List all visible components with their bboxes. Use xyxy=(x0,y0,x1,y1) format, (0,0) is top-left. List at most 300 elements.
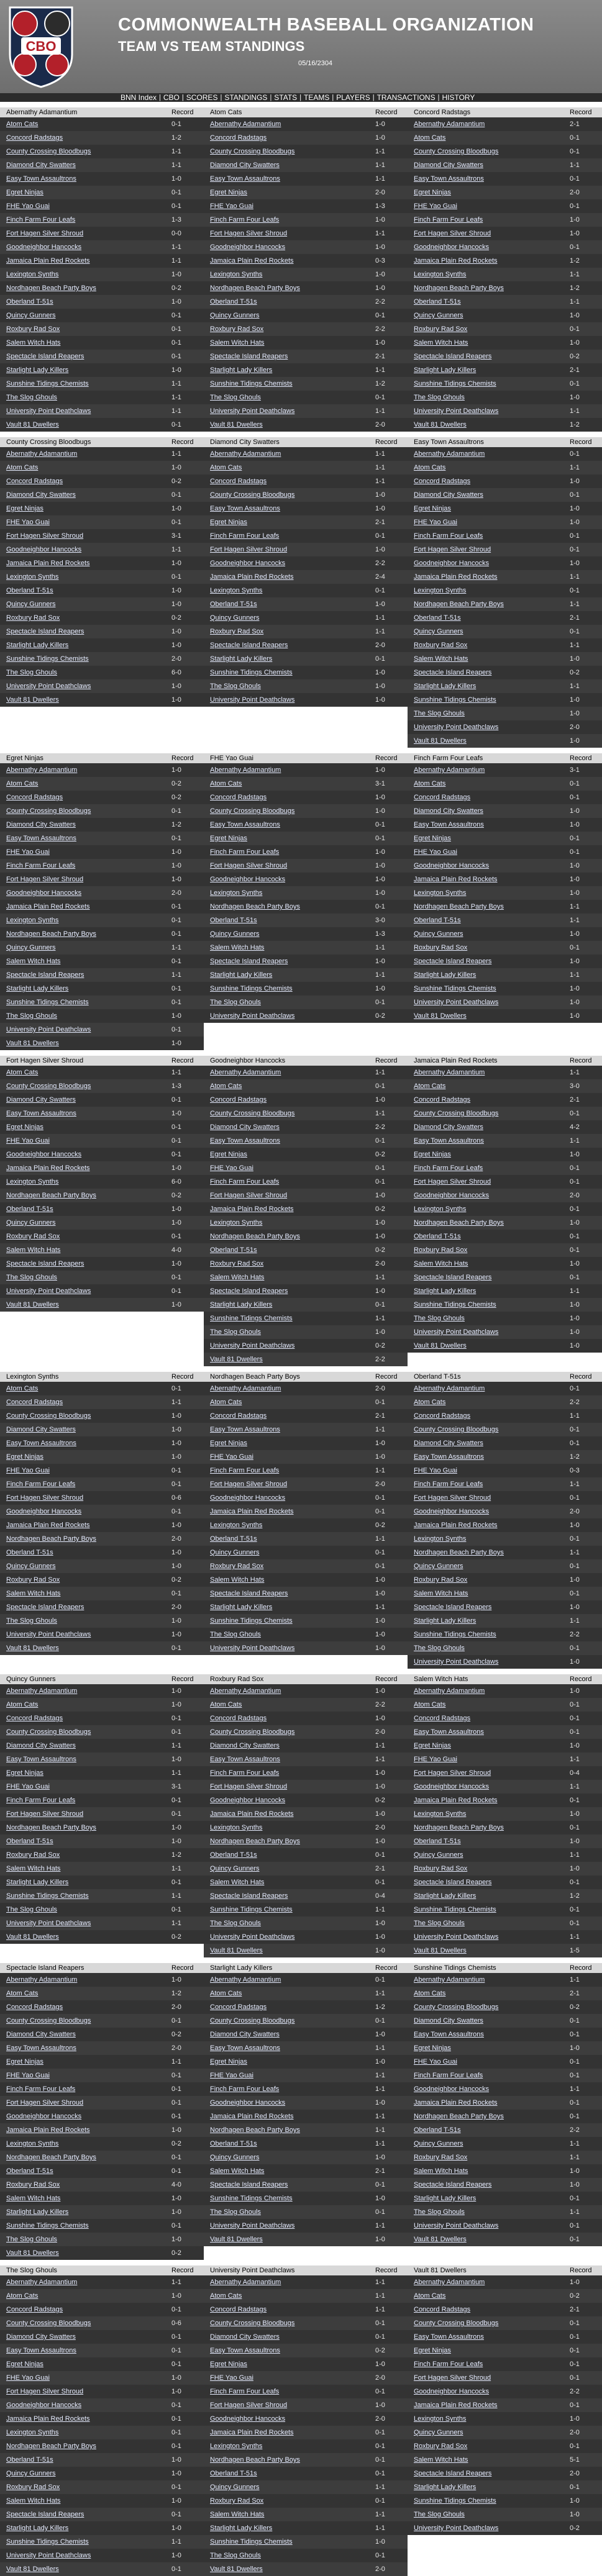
opponent-link[interactable]: Sunshine Tidings Chemists xyxy=(414,1301,496,1308)
opponent-link[interactable]: Starlight Lady Killers xyxy=(414,1617,477,1625)
opponent-link[interactable]: Starlight Lady Killers xyxy=(6,642,69,649)
opponent-link[interactable]: Sunshine Tidings Chemists xyxy=(414,985,496,992)
opponent-link[interactable]: FHE Yao Guai xyxy=(6,1783,50,1790)
opponent-link[interactable]: Atom Cats xyxy=(210,1701,242,1708)
opponent-link[interactable]: County Crossing Bloodbugs xyxy=(6,1728,91,1736)
opponent-link[interactable]: Atom Cats xyxy=(414,1701,446,1708)
opponent-link[interactable]: Abernathy Adamantium xyxy=(414,1385,485,1392)
opponent-link[interactable]: Lexington Synths xyxy=(6,271,59,278)
opponent-link[interactable]: Diamond City Swatters xyxy=(6,491,76,499)
opponent-link[interactable]: Concord Radstags xyxy=(414,2306,471,2313)
opponent-link[interactable]: Quincy Gunners xyxy=(210,1865,260,1872)
opponent-link[interactable]: Egret Ninjas xyxy=(6,1453,43,1461)
opponent-link[interactable]: Goodneighbor Hancocks xyxy=(6,2401,82,2409)
opponent-link[interactable]: Quincy Gunners xyxy=(210,312,260,319)
opponent-link[interactable]: Starlight Lady Killers xyxy=(414,2483,477,2491)
opponent-link[interactable]: Concord Radstags xyxy=(414,794,471,801)
opponent-link[interactable]: Abernathy Adamantium xyxy=(414,1687,485,1695)
opponent-link[interactable]: Egret Ninjas xyxy=(6,2361,43,2368)
opponent-link[interactable]: Finch Farm Four Leafs xyxy=(414,2361,483,2368)
opponent-link[interactable]: Lexington Synths xyxy=(210,1219,263,1227)
opponent-link[interactable]: Salem Witch Hats xyxy=(414,2167,468,2175)
opponent-link[interactable]: Finch Farm Four Leafs xyxy=(6,1481,76,1488)
opponent-link[interactable]: Goodneighbor Hancocks xyxy=(210,876,286,883)
opponent-link[interactable]: Starlight Lady Killers xyxy=(6,985,69,992)
opponent-link[interactable]: Spectacle Island Reapers xyxy=(414,2470,492,2477)
opponent-link[interactable]: Salem Witch Hats xyxy=(6,1865,61,1872)
opponent-link[interactable]: Sunshine Tidings Chemists xyxy=(210,380,293,388)
opponent-link[interactable]: Vault 81 Dwellers xyxy=(414,2236,467,2243)
opponent-link[interactable]: Easy Town Assaultrons xyxy=(6,175,76,183)
opponent-link[interactable]: Egret Ninjas xyxy=(414,2044,451,2052)
opponent-link[interactable]: University Point Deathclaws xyxy=(6,683,91,690)
opponent-link[interactable]: Salem Witch Hats xyxy=(210,1879,265,1886)
opponent-link[interactable]: FHE Yao Guai xyxy=(210,2374,253,2382)
opponent-link[interactable]: Spectacle Island Reapers xyxy=(414,353,492,360)
opponent-link[interactable]: Oberland T-51s xyxy=(6,2167,53,2175)
opponent-link[interactable]: Vault 81 Dwellers xyxy=(6,1644,59,1652)
opponent-link[interactable]: The Slog Ghouls xyxy=(210,1328,261,1336)
opponent-link[interactable]: Atom Cats xyxy=(414,2292,446,2300)
opponent-link[interactable]: Atom Cats xyxy=(414,464,446,471)
nav-link-history[interactable]: HISTORY xyxy=(442,93,475,102)
opponent-link[interactable]: Easy Town Assaultrons xyxy=(210,2347,280,2354)
opponent-link[interactable]: County Crossing Bloodbugs xyxy=(6,1412,91,1420)
opponent-link[interactable]: Quincy Gunners xyxy=(414,628,463,635)
nav-link-scores[interactable]: SCORES xyxy=(186,93,218,102)
opponent-link[interactable]: Finch Farm Four Leafs xyxy=(6,862,76,869)
opponent-link[interactable]: Goodneighbor Hancocks xyxy=(210,243,286,251)
opponent-link[interactable]: Atom Cats xyxy=(414,1082,446,1090)
opponent-link[interactable]: Salem Witch Hats xyxy=(414,339,468,347)
opponent-link[interactable]: Diamond City Swatters xyxy=(210,2333,280,2341)
opponent-link[interactable]: Easy Town Assaultrons xyxy=(414,821,484,828)
opponent-link[interactable]: Nordhagen Beach Party Boys xyxy=(6,1192,96,1199)
opponent-link[interactable]: Quincy Gunners xyxy=(6,2470,56,2477)
opponent-link[interactable]: Diamond City Swatters xyxy=(6,1742,76,1749)
opponent-link[interactable]: University Point Deathclaws xyxy=(6,1631,91,1638)
opponent-link[interactable]: The Slog Ghouls xyxy=(6,394,57,401)
opponent-link[interactable]: Lexington Synths xyxy=(210,1522,263,1529)
opponent-link[interactable]: Quincy Gunners xyxy=(210,1549,260,1556)
opponent-link[interactable]: Egret Ninjas xyxy=(210,1151,247,1158)
opponent-link[interactable]: Atom Cats xyxy=(210,464,242,471)
opponent-link[interactable]: Roxbury Rad Sox xyxy=(6,1851,60,1859)
opponent-link[interactable]: University Point Deathclaws xyxy=(210,1342,295,1349)
opponent-link[interactable]: Abernathy Adamantium xyxy=(210,1385,281,1392)
opponent-link[interactable]: Vault 81 Dwellers xyxy=(414,1947,467,1954)
opponent-link[interactable]: Atom Cats xyxy=(6,1385,39,1392)
opponent-link[interactable]: Fort Hagen Silver Shroud xyxy=(210,1481,288,1488)
opponent-link[interactable]: Fort Hagen Silver Shroud xyxy=(6,532,84,540)
opponent-link[interactable]: Lexington Synths xyxy=(414,1205,467,1213)
opponent-link[interactable]: Diamond City Swatters xyxy=(414,161,483,169)
opponent-link[interactable]: Easy Town Assaultrons xyxy=(414,1453,484,1461)
opponent-link[interactable]: Diamond City Swatters xyxy=(210,1742,280,1749)
opponent-link[interactable]: Nordhagen Beach Party Boys xyxy=(6,930,96,938)
opponent-link[interactable]: University Point Deathclaws xyxy=(210,1012,295,1020)
opponent-link[interactable]: The Slog Ghouls xyxy=(210,683,261,690)
opponent-link[interactable]: Lexington Synths xyxy=(414,1810,467,1818)
opponent-link[interactable]: Fort Hagen Silver Shroud xyxy=(414,2374,491,2382)
opponent-link[interactable]: Oberland T-51s xyxy=(414,1233,461,1240)
opponent-link[interactable]: Fort Hagen Silver Shroud xyxy=(6,1494,84,1502)
opponent-link[interactable]: Oberland T-51s xyxy=(414,298,461,306)
opponent-link[interactable]: Finch Farm Four Leafs xyxy=(210,216,280,224)
opponent-link[interactable]: Atom Cats xyxy=(210,1082,242,1090)
opponent-link[interactable]: Quincy Gunners xyxy=(210,614,260,622)
opponent-link[interactable]: Goodneighbor Hancocks xyxy=(414,1508,490,1515)
opponent-link[interactable]: University Point Deathclaws xyxy=(6,2552,91,2559)
opponent-link[interactable]: County Crossing Bloodbugs xyxy=(210,148,295,155)
opponent-link[interactable]: Concord Radstags xyxy=(210,1096,267,1104)
opponent-link[interactable]: FHE Yao Guai xyxy=(210,1453,253,1461)
opponent-link[interactable]: Atom Cats xyxy=(6,780,39,787)
opponent-link[interactable]: Easy Town Assaultrons xyxy=(210,175,280,183)
opponent-link[interactable]: Quincy Gunners xyxy=(210,930,260,938)
opponent-link[interactable]: Finch Farm Four Leafs xyxy=(210,1467,280,1474)
opponent-link[interactable]: Vault 81 Dwellers xyxy=(414,1012,467,1020)
opponent-link[interactable]: University Point Deathclaws xyxy=(414,1328,499,1336)
opponent-link[interactable]: Nordhagen Beach Party Boys xyxy=(414,1219,504,1227)
opponent-link[interactable]: Roxbury Rad Sox xyxy=(6,2181,60,2188)
opponent-link[interactable]: Egret Ninjas xyxy=(6,2058,43,2066)
opponent-link[interactable]: Concord Radstags xyxy=(414,1715,471,1722)
opponent-link[interactable]: Fort Hagen Silver Shroud xyxy=(414,1178,491,1186)
opponent-link[interactable]: Diamond City Swatters xyxy=(210,2031,280,2038)
opponent-link[interactable]: Nordhagen Beach Party Boys xyxy=(6,2154,96,2161)
opponent-link[interactable]: Starlight Lady Killers xyxy=(414,1892,477,1900)
opponent-link[interactable]: FHE Yao Guai xyxy=(6,202,50,210)
opponent-link[interactable]: Oberland T-51s xyxy=(210,298,257,306)
opponent-link[interactable]: University Point Deathclaws xyxy=(210,407,295,415)
opponent-link[interactable]: Jamaica Plain Red Rockets xyxy=(414,876,498,883)
opponent-link[interactable]: Diamond City Swatters xyxy=(414,2017,483,2025)
opponent-link[interactable]: Vault 81 Dwellers xyxy=(6,696,59,704)
opponent-link[interactable]: Nordhagen Beach Party Boys xyxy=(414,1549,504,1556)
opponent-link[interactable]: Vault 81 Dwellers xyxy=(6,1933,59,1941)
opponent-link[interactable]: Concord Radstags xyxy=(210,1412,267,1420)
opponent-link[interactable]: Vault 81 Dwellers xyxy=(210,1356,263,1363)
opponent-link[interactable]: Abernathy Adamantium xyxy=(414,1976,485,1984)
opponent-link[interactable]: Spectacle Island Reapers xyxy=(210,2181,288,2188)
opponent-link[interactable]: Fort Hagen Silver Shroud xyxy=(210,546,288,553)
opponent-link[interactable]: Quincy Gunners xyxy=(6,601,56,608)
opponent-link[interactable]: The Slog Ghouls xyxy=(414,394,465,401)
opponent-link[interactable]: Egret Ninjas xyxy=(414,189,451,196)
opponent-link[interactable]: Quincy Gunners xyxy=(6,1562,56,1570)
opponent-link[interactable]: Egret Ninjas xyxy=(6,189,43,196)
opponent-link[interactable]: Nordhagen Beach Party Boys xyxy=(210,2126,300,2134)
opponent-link[interactable]: Goodneighbor Hancocks xyxy=(414,1192,490,1199)
opponent-link[interactable]: Atom Cats xyxy=(210,1399,242,1406)
opponent-link[interactable]: Oberland T-51s xyxy=(210,917,257,924)
opponent-link[interactable]: Quincy Gunners xyxy=(414,1562,463,1570)
opponent-link[interactable]: Starlight Lady Killers xyxy=(210,1603,273,1611)
opponent-link[interactable]: Concord Radstags xyxy=(210,2306,267,2313)
opponent-link[interactable]: Atom Cats xyxy=(6,1701,39,1708)
opponent-link[interactable]: Easy Town Assaultrons xyxy=(6,1440,76,1447)
opponent-link[interactable]: Lexington Synths xyxy=(6,573,59,581)
opponent-link[interactable]: University Point Deathclaws xyxy=(210,696,295,704)
opponent-link[interactable]: Easy Town Assaultrons xyxy=(210,1137,280,1145)
opponent-link[interactable]: FHE Yao Guai xyxy=(414,848,457,856)
opponent-link[interactable]: Jamaica Plain Red Rockets xyxy=(210,573,294,581)
opponent-link[interactable]: Diamond City Swatters xyxy=(414,491,483,499)
opponent-link[interactable]: Sunshine Tidings Chemists xyxy=(414,380,496,388)
opponent-link[interactable]: Nordhagen Beach Party Boys xyxy=(414,1824,504,1831)
opponent-link[interactable]: Salem Witch Hats xyxy=(6,958,61,965)
opponent-link[interactable]: Fort Hagen Silver Shroud xyxy=(210,1192,288,1199)
opponent-link[interactable]: Diamond City Swatters xyxy=(6,161,76,169)
opponent-link[interactable]: Sunshine Tidings Chemists xyxy=(210,1617,293,1625)
opponent-link[interactable]: Goodneighbor Hancocks xyxy=(414,862,490,869)
opponent-link[interactable]: Fort Hagen Silver Shroud xyxy=(6,230,84,237)
opponent-link[interactable]: Egret Ninjas xyxy=(414,2347,451,2354)
opponent-link[interactable]: Atom Cats xyxy=(6,2292,39,2300)
opponent-link[interactable]: Spectacle Island Reapers xyxy=(6,971,84,979)
opponent-link[interactable]: Sunshine Tidings Chemists xyxy=(414,1631,496,1638)
opponent-link[interactable]: Fort Hagen Silver Shroud xyxy=(210,230,288,237)
opponent-link[interactable]: Jamaica Plain Red Rockets xyxy=(6,257,90,265)
opponent-link[interactable]: Salem Witch Hats xyxy=(414,1590,468,1597)
opponent-link[interactable]: Spectacle Island Reapers xyxy=(6,1603,84,1611)
opponent-link[interactable]: Oberland T-51s xyxy=(6,1838,53,1845)
opponent-link[interactable]: Starlight Lady Killers xyxy=(6,1879,69,1886)
opponent-link[interactable]: Egret Ninjas xyxy=(414,1742,451,1749)
opponent-link[interactable]: Abernathy Adamantium xyxy=(6,2279,78,2286)
opponent-link[interactable]: Jamaica Plain Red Rockets xyxy=(6,1164,90,1172)
opponent-link[interactable]: The Slog Ghouls xyxy=(6,669,57,676)
opponent-link[interactable]: Egret Ninjas xyxy=(210,835,247,842)
opponent-link[interactable]: FHE Yao Guai xyxy=(6,519,50,526)
opponent-link[interactable]: Atom Cats xyxy=(6,1990,39,1997)
nav-link-stats[interactable]: STATS xyxy=(274,93,298,102)
opponent-link[interactable]: Roxbury Rad Sox xyxy=(414,1865,468,1872)
opponent-link[interactable]: Vault 81 Dwellers xyxy=(414,737,467,745)
opponent-link[interactable]: Quincy Gunners xyxy=(6,1219,56,1227)
opponent-link[interactable]: Spectacle Island Reapers xyxy=(414,669,492,676)
opponent-link[interactable]: The Slog Ghouls xyxy=(414,710,465,717)
opponent-link[interactable]: Salem Witch Hats xyxy=(210,1274,265,1281)
opponent-link[interactable]: Salem Witch Hats xyxy=(210,944,265,951)
opponent-link[interactable]: Abernathy Adamantium xyxy=(414,450,485,458)
opponent-link[interactable]: Spectacle Island Reapers xyxy=(414,958,492,965)
opponent-link[interactable]: Roxbury Rad Sox xyxy=(6,325,60,333)
opponent-link[interactable]: Jamaica Plain Red Rockets xyxy=(6,903,90,910)
opponent-link[interactable]: Starlight Lady Killers xyxy=(6,366,69,374)
opponent-link[interactable]: Concord Radstags xyxy=(210,1715,267,1722)
opponent-link[interactable]: Nordhagen Beach Party Boys xyxy=(6,2442,96,2450)
opponent-link[interactable]: Sunshine Tidings Chemists xyxy=(210,1906,293,1913)
opponent-link[interactable]: Quincy Gunners xyxy=(210,2154,260,2161)
opponent-link[interactable]: Roxbury Rad Sox xyxy=(210,1260,264,1268)
opponent-link[interactable]: Starlight Lady Killers xyxy=(210,1301,273,1308)
opponent-link[interactable]: Atom Cats xyxy=(6,464,39,471)
opponent-link[interactable]: Easy Town Assaultrons xyxy=(6,835,76,842)
opponent-link[interactable]: Concord Radstags xyxy=(210,794,267,801)
opponent-link[interactable]: Lexington Synths xyxy=(210,271,263,278)
opponent-link[interactable]: Lexington Synths xyxy=(6,2429,59,2436)
opponent-link[interactable]: Fort Hagen Silver Shroud xyxy=(6,876,84,883)
opponent-link[interactable]: Vault 81 Dwellers xyxy=(6,2249,59,2257)
opponent-link[interactable]: Salem Witch Hats xyxy=(414,1260,468,1268)
opponent-link[interactable]: Egret Ninjas xyxy=(6,1123,43,1131)
opponent-link[interactable]: FHE Yao Guai xyxy=(414,1756,457,1763)
opponent-link[interactable]: Quincy Gunners xyxy=(414,930,463,938)
opponent-link[interactable]: Starlight Lady Killers xyxy=(414,1287,477,1295)
opponent-link[interactable]: Quincy Gunners xyxy=(6,944,56,951)
opponent-link[interactable]: Atom Cats xyxy=(414,1990,446,1997)
opponent-link[interactable]: Easy Town Assaultrons xyxy=(6,2347,76,2354)
opponent-link[interactable]: Oberland T-51s xyxy=(6,587,53,594)
opponent-link[interactable]: Spectacle Island Reapers xyxy=(6,353,84,360)
opponent-link[interactable]: University Point Deathclaws xyxy=(414,723,499,731)
opponent-link[interactable]: Concord Radstags xyxy=(414,1096,471,1104)
opponent-link[interactable]: Finch Farm Four Leafs xyxy=(210,532,280,540)
opponent-link[interactable]: University Point Deathclaws xyxy=(6,1026,91,1033)
opponent-link[interactable]: Egret Ninjas xyxy=(210,2058,247,2066)
opponent-link[interactable]: Finch Farm Four Leafs xyxy=(414,1481,483,1488)
opponent-link[interactable]: Jamaica Plain Red Rockets xyxy=(210,1205,294,1213)
opponent-link[interactable]: Egret Ninjas xyxy=(414,505,451,512)
opponent-link[interactable]: Sunshine Tidings Chemists xyxy=(6,2222,89,2229)
opponent-link[interactable]: County Crossing Bloodbugs xyxy=(414,148,499,155)
opponent-link[interactable]: Spectacle Island Reapers xyxy=(414,1879,492,1886)
opponent-link[interactable]: The Slog Ghouls xyxy=(210,394,261,401)
opponent-link[interactable]: The Slog Ghouls xyxy=(210,2208,261,2216)
opponent-link[interactable]: Oberland T-51s xyxy=(414,2126,461,2134)
opponent-link[interactable]: Roxbury Rad Sox xyxy=(414,1246,468,1254)
opponent-link[interactable]: Sunshine Tidings Chemists xyxy=(210,669,293,676)
opponent-link[interactable]: County Crossing Bloodbugs xyxy=(210,491,295,499)
opponent-link[interactable]: Abernathy Adamantium xyxy=(6,450,78,458)
opponent-link[interactable]: Concord Radstags xyxy=(6,1399,63,1406)
opponent-link[interactable]: Starlight Lady Killers xyxy=(414,683,477,690)
opponent-link[interactable]: Starlight Lady Killers xyxy=(6,2524,69,2532)
opponent-link[interactable]: University Point Deathclaws xyxy=(414,999,499,1006)
opponent-link[interactable]: Nordhagen Beach Party Boys xyxy=(414,601,504,608)
opponent-link[interactable]: County Crossing Bloodbugs xyxy=(210,807,295,815)
opponent-link[interactable]: Roxbury Rad Sox xyxy=(6,1233,60,1240)
opponent-link[interactable]: The Slog Ghouls xyxy=(6,2236,57,2243)
opponent-link[interactable]: The Slog Ghouls xyxy=(414,1644,465,1652)
opponent-link[interactable]: Oberland T-51s xyxy=(414,614,461,622)
opponent-link[interactable]: Abernathy Adamantium xyxy=(210,766,281,774)
opponent-link[interactable]: FHE Yao Guai xyxy=(414,202,457,210)
opponent-link[interactable]: Fort Hagen Silver Shroud xyxy=(6,2099,84,2107)
opponent-link[interactable]: Vault 81 Dwellers xyxy=(210,2236,263,2243)
nav-link-teams[interactable]: TEAMS xyxy=(304,93,330,102)
opponent-link[interactable]: Sunshine Tidings Chemists xyxy=(414,1906,496,1913)
opponent-link[interactable]: Finch Farm Four Leafs xyxy=(210,2085,280,2093)
opponent-link[interactable]: The Slog Ghouls xyxy=(6,1274,57,1281)
opponent-link[interactable]: County Crossing Bloodbugs xyxy=(210,2017,295,2025)
opponent-link[interactable]: Nordhagen Beach Party Boys xyxy=(414,2113,504,2120)
opponent-link[interactable]: Oberland T-51s xyxy=(6,298,53,306)
opponent-link[interactable]: Oberland T-51s xyxy=(210,1851,257,1859)
opponent-link[interactable]: Concord Radstags xyxy=(210,134,267,142)
opponent-link[interactable]: Jamaica Plain Red Rockets xyxy=(210,1508,294,1515)
opponent-link[interactable]: Abernathy Adamantium xyxy=(6,1687,78,1695)
opponent-link[interactable]: Atom Cats xyxy=(6,120,39,128)
opponent-link[interactable]: Jamaica Plain Red Rockets xyxy=(6,2415,90,2423)
opponent-link[interactable]: The Slog Ghouls xyxy=(6,1906,57,1913)
opponent-link[interactable]: The Slog Ghouls xyxy=(6,1617,57,1625)
opponent-link[interactable]: Finch Farm Four Leafs xyxy=(414,2072,483,2079)
opponent-link[interactable]: Roxbury Rad Sox xyxy=(6,614,60,622)
opponent-link[interactable]: Jamaica Plain Red Rockets xyxy=(414,573,498,581)
opponent-link[interactable]: Atom Cats xyxy=(210,780,242,787)
opponent-link[interactable]: Jamaica Plain Red Rockets xyxy=(6,560,90,567)
opponent-link[interactable]: Finch Farm Four Leafs xyxy=(414,532,483,540)
opponent-link[interactable]: Starlight Lady Killers xyxy=(210,971,273,979)
opponent-link[interactable]: The Slog Ghouls xyxy=(210,1920,261,1927)
opponent-link[interactable]: Easy Town Assaultrons xyxy=(6,1110,76,1117)
opponent-link[interactable]: Oberland T-51s xyxy=(210,601,257,608)
opponent-link[interactable]: Roxbury Rad Sox xyxy=(6,2483,60,2491)
opponent-link[interactable]: Spectacle Island Reapers xyxy=(210,1590,288,1597)
opponent-link[interactable]: Starlight Lady Killers xyxy=(210,655,273,663)
opponent-link[interactable]: Roxbury Rad Sox xyxy=(6,1576,60,1584)
opponent-link[interactable]: Egret Ninjas xyxy=(6,505,43,512)
opponent-link[interactable]: Diamond City Swatters xyxy=(414,807,483,815)
opponent-link[interactable]: Jamaica Plain Red Rockets xyxy=(210,2113,294,2120)
opponent-link[interactable]: FHE Yao Guai xyxy=(210,1164,253,1172)
opponent-link[interactable]: Nordhagen Beach Party Boys xyxy=(6,284,96,292)
opponent-link[interactable]: The Slog Ghouls xyxy=(210,2552,261,2559)
opponent-link[interactable]: Roxbury Rad Sox xyxy=(210,325,264,333)
opponent-link[interactable]: Diamond City Swatters xyxy=(6,2031,76,2038)
opponent-link[interactable]: Fort Hagen Silver Shroud xyxy=(414,546,491,553)
opponent-link[interactable]: Egret Ninjas xyxy=(210,1440,247,1447)
opponent-link[interactable]: Jamaica Plain Red Rockets xyxy=(210,1810,294,1818)
opponent-link[interactable]: Sunshine Tidings Chemists xyxy=(6,2538,89,2546)
opponent-link[interactable]: Goodneighbor Hancocks xyxy=(210,2099,286,2107)
opponent-link[interactable]: Concord Radstags xyxy=(210,2003,267,2011)
opponent-link[interactable]: Egret Ninjas xyxy=(414,1151,451,1158)
opponent-link[interactable]: Starlight Lady Killers xyxy=(210,366,273,374)
opponent-link[interactable]: The Slog Ghouls xyxy=(414,1920,465,1927)
opponent-link[interactable]: Oberland T-51s xyxy=(414,1838,461,1845)
opponent-link[interactable]: Sunshine Tidings Chemists xyxy=(6,1892,89,1900)
opponent-link[interactable]: FHE Yao Guai xyxy=(6,1467,50,1474)
opponent-link[interactable]: Abernathy Adamantium xyxy=(210,2279,281,2286)
opponent-link[interactable]: Salem Witch Hats xyxy=(414,2456,468,2464)
opponent-link[interactable]: Concord Radstags xyxy=(6,794,63,801)
opponent-link[interactable]: Abernathy Adamantium xyxy=(210,1687,281,1695)
opponent-link[interactable]: Sunshine Tidings Chemists xyxy=(6,655,89,663)
opponent-link[interactable]: Sunshine Tidings Chemists xyxy=(210,1315,293,1322)
opponent-link[interactable]: Roxbury Rad Sox xyxy=(414,2442,468,2450)
opponent-link[interactable]: Concord Radstags xyxy=(6,2306,63,2313)
opponent-link[interactable]: Lexington Synths xyxy=(6,917,59,924)
opponent-link[interactable]: Goodneighbor Hancocks xyxy=(414,2388,490,2395)
nav-link-players[interactable]: PLAYERS xyxy=(336,93,370,102)
opponent-link[interactable]: Atom Cats xyxy=(6,1069,39,1076)
opponent-link[interactable]: Jamaica Plain Red Rockets xyxy=(210,2429,294,2436)
opponent-link[interactable]: FHE Yao Guai xyxy=(210,202,253,210)
opponent-link[interactable]: Fort Hagen Silver Shroud xyxy=(210,862,288,869)
opponent-link[interactable]: Easy Town Assaultrons xyxy=(210,821,280,828)
opponent-link[interactable]: Starlight Lady Killers xyxy=(414,366,477,374)
opponent-link[interactable]: Egret Ninjas xyxy=(210,189,247,196)
opponent-link[interactable]: Finch Farm Four Leafs xyxy=(210,2388,280,2395)
opponent-link[interactable]: Goodneighbor Hancocks xyxy=(414,2085,490,2093)
opponent-link[interactable]: Easy Town Assaultrons xyxy=(210,505,280,512)
opponent-link[interactable]: Salem Witch Hats xyxy=(6,339,61,347)
opponent-link[interactable]: Vault 81 Dwellers xyxy=(6,1040,59,1047)
